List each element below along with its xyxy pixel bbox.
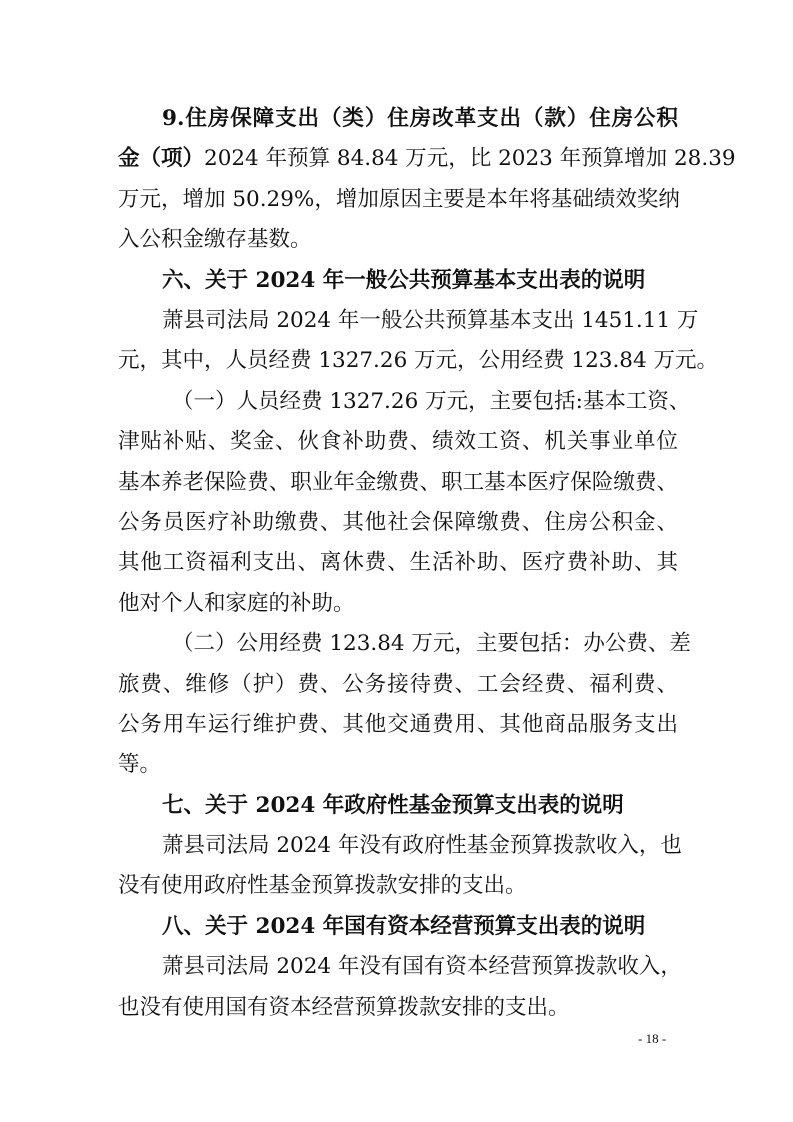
paragraph-line: 公务用车运行维护费、其他交通费用、其他商品服务支出: [118, 712, 678, 737]
section-heading-6: 六、关于 2024 年一般公共预算基本支出表的说明: [162, 268, 646, 293]
bold-label: 金（项）: [118, 146, 205, 171]
paragraph-line: 津贴补贴、奖金、伙食补助费、绩效工资、机关事业单位: [118, 429, 678, 454]
page-number: - 18 -: [638, 1031, 667, 1046]
section-heading-8: 八、关于 2024 年国有资本经营预算支出表的说明: [162, 914, 646, 939]
paragraph-line: 他对个人和家庭的补助。: [118, 591, 355, 616]
paragraph-line: 公务员医疗补助缴费、其他社会保障缴费、住房公积金、: [118, 510, 678, 535]
subsection-public: （二）公用经费 123.84 万元，主要包括：办公费、差: [172, 631, 691, 656]
paragraph-line: 基本养老保险费、职业年金缴费、职工基本医疗保险缴费、: [118, 470, 678, 495]
line-text: 2024 年预算 84.84 万元，比 2023 年预算增加 28.39: [204, 146, 736, 171]
section-heading-7: 七、关于 2024 年政府性基金预算支出表的说明: [162, 793, 624, 818]
paragraph-line: [118, 139, 736, 179]
paragraph-line: 等。: [118, 752, 162, 777]
paragraph-line: 没有使用政府性基金预算拨款安排的支出。: [118, 873, 527, 898]
paragraph-line: 万元，增加 50.29%，增加原因主要是本年将基础绩效奖纳: [118, 187, 680, 212]
paragraph-line: 元，其中，人员经费 1327.26 万元，公用经费 123.84 万元。: [118, 348, 718, 373]
paragraph-line: 萧县司法局 2024 年一般公共预算基本支出 1451.11 万: [162, 308, 699, 333]
paragraph-line: 也没有使用国有资本经营预算拨款安排的支出。: [118, 995, 570, 1020]
paragraph-line: 入公积金缴存基数。: [118, 227, 312, 252]
paragraph-line: 萧县司法局 2024 年没有国有资本经营预算拨款收入，: [162, 954, 682, 979]
heading-item-9: 9.住房保障支出（类）住房改革支出（款）住房公积: [162, 106, 678, 131]
paragraph-line: 萧县司法局 2024 年没有政府性基金预算拨款收入，也: [162, 833, 682, 858]
paragraph-line: 旅费、维修（护）费、公务接待费、工会经费、福利费、: [118, 672, 678, 697]
subsection-personnel: （一）人员经费 1327.26 万元，主要包括:基本工资、: [172, 389, 691, 414]
paragraph-line: 其他工资福利支出、离休费、生活补助、医疗费补助、其: [118, 550, 678, 575]
